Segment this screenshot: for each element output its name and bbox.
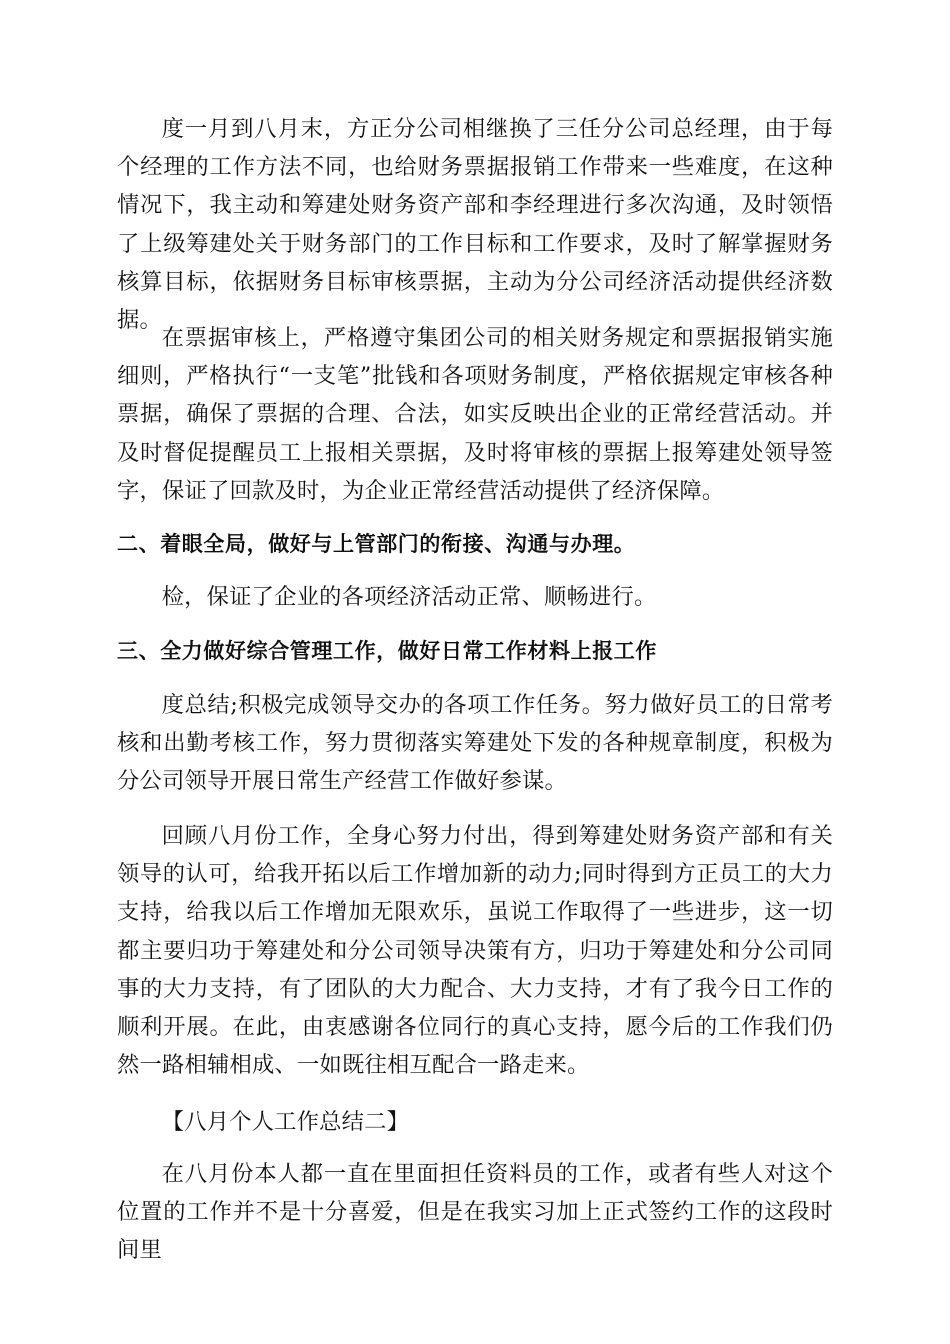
section-heading-three: 三、全力做好综合管理工作，做好日常工作材料上报工作: [117, 639, 657, 663]
subtitle-summary-two: 【八月个人工作总结二】: [161, 1109, 410, 1135]
paragraph-invoice-review: 在票据审核上，严格遵守集团公司的相关财务规定和票据报销实施细则，严格执行“一支笔”批钱和各项财务制度，严格依据规定审核各种票据，确保了票据的合理、合法，如实反映出企业的正常经营活动。并及时督促提醒员工上报相关票据，及时将审核的票据上报筹建处领导签字，保证了回款及时，为企业正常经营活动提供了经济保障。: [117, 325, 833, 504]
paragraph-annual-summary: 度总结;积极完成领导交办的各项工作任务。努力做好员工的日常考核和出勤考核工作，努力贯彻落实筹建处下发的各种规章制度，积极为分公司领导开展日常生产经营工作做好参谋。: [117, 692, 833, 795]
section-heading-two: 二、着眼全局，做好与上管部门的衔接、沟通与办理。: [117, 532, 636, 556]
paragraph-review-august: 回顾八月份工作，全身心努力付出，得到筹建处财务资产部和有关领导的认可，给我开拓以后工作增加新的动力;同时得到方正员工的大力支持，给我以后工作增加无限欢乐，虽说工作取得了一些进步，这一切都主要归功于筹建处和分公司领导决策有方，归功于筹建处和分公司同事的大力支持，有了团队的大力配合、大力支持，才有了我今日工作的顺利开展。在此，由衷感谢各位同行的真心支持，愿今后的工作我们仍然一路相辅相成、一如既往相互配合一路走来。: [117, 823, 833, 1079]
paragraph-economic-activities: 检，保证了企业的各项经济活动正常、顺畅进行。: [161, 584, 657, 610]
paragraph-finance-reimbursement: 度一月到八月末，方正分公司相继换了三任分公司总经理，由于每个经理的工作方法不同，也给财务票据报销工作带来一些难度，在这种情况下，我主动和筹建处财务资产部和李经理进行多次沟通，及时领悟了上级筹建处关于财务部门的工作目标和工作要求，及时了解掌握财务核算目标，依据财务目标审核票据，主动为分公司经济活动提供经济数据。: [117, 116, 833, 334]
paragraph-data-clerk: 在八月份本人都一直在里面担任资料员的工作，或者有些人对这个位置的工作并不是十分喜爱，但是在我实习加上正式签约工作的这段时间里: [117, 1161, 833, 1264]
